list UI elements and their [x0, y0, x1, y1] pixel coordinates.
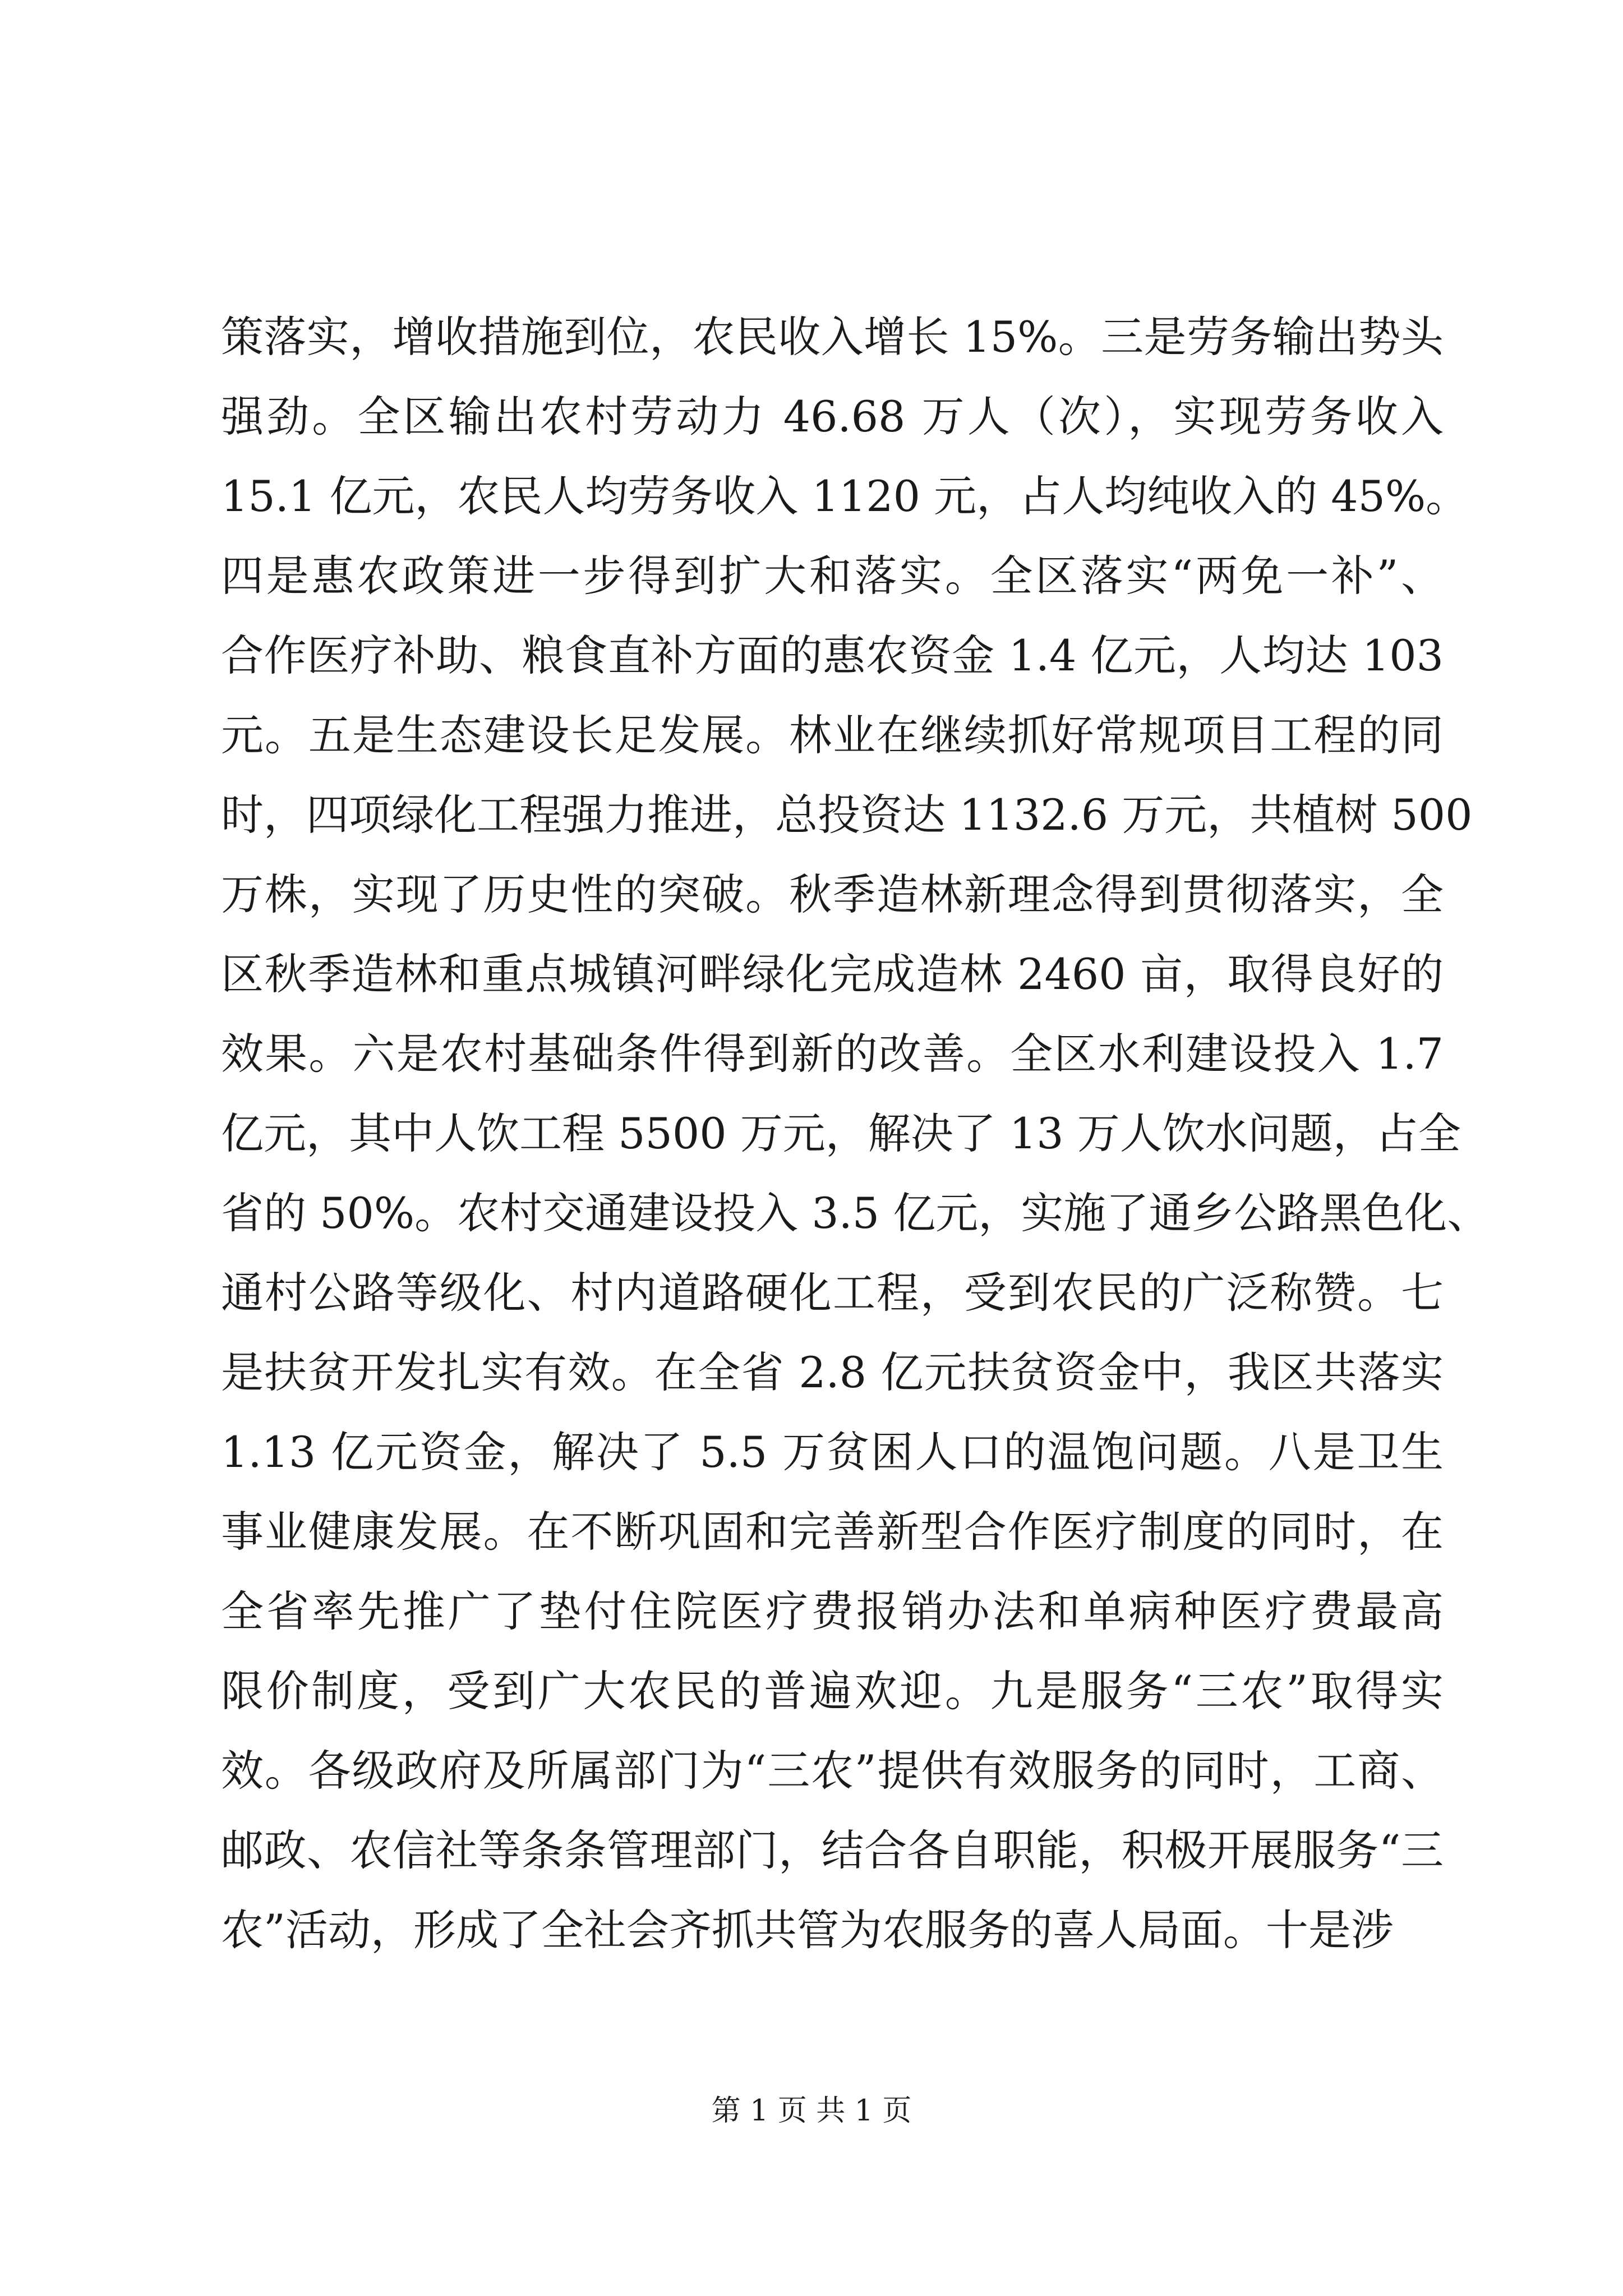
text-line: 策落实，增收措施到位，农民收入增长 15%。三是劳务输出势头: [221, 312, 1444, 362]
text-line: 时，四项绿化工程强力推进，总投资达 1132.6 万元，共植树 500: [221, 790, 1473, 840]
text-line: 通村公路等级化、村内道路硬化工程，受到农民的广泛称赞。七: [221, 1268, 1444, 1318]
page-number-footer: 第 1 页 共 1 页: [711, 2094, 912, 2128]
text-line: 省的 50%。农村交通建设投入 3.5 亿元，实施了通乡公路黑色化、: [221, 1188, 1490, 1238]
text-line: 15.1 亿元，农民人均劳务收入 1120 元，占人均纯收入的 45%。: [221, 471, 1469, 521]
text-line: 邮政、农信社等条条管理部门，结合各自职能，积极开展服务“三: [221, 1825, 1444, 1875]
text-line: 四是惠农政策进一步得到扩大和落实。全区落实“两免一补”、: [221, 551, 1444, 601]
text-line: 强劲。全区输出农村劳动力 46.68 万人（次），实现劳务收入: [221, 392, 1444, 441]
text-line: 事业健康发展。在不断巩固和完善新型合作医疗制度的同时，在: [221, 1507, 1444, 1557]
text-line: 万株，实现了历史性的突破。秋季造林新理念得到贯彻落实，全: [221, 869, 1444, 919]
text-line: 亿元，其中人饮工程 5500 万元，解决了 13 万人饮水问题，占全: [221, 1108, 1461, 1158]
text-line: 全省率先推广了垫付住院医疗费报销办法和单病种医疗费最高: [221, 1586, 1444, 1636]
text-line: 是扶贫开发扎实有效。在全省 2.8 亿元扶贫资金中，我区共落实: [221, 1347, 1444, 1397]
text-line: 1.13 亿元资金，解决了 5.5 万贫困人口的温饱问题。八是卫生: [221, 1427, 1444, 1477]
text-line: 效。各级政府及所属部门为“三农”提供有效服务的同时，工商、: [221, 1746, 1444, 1796]
body-paragraph: [221, 297, 1490, 1970]
text-line: 合作医疗补助、粮食直补方面的惠农资金 1.4 亿元，人均达 103: [221, 631, 1444, 680]
text-line: 效果。六是农村基础条件得到新的改善。全区水利建设投入 1.7: [221, 1029, 1444, 1079]
text-line: 限价制度，受到广大农民的普遍欢迎。九是服务“三农”取得实: [221, 1666, 1444, 1716]
text-line: 农”活动，形成了全社会齐抓共管为农服务的喜人局面。十是涉: [221, 1905, 1394, 1955]
text-line: 区秋季造林和重点城镇河畔绿化完成造林 2460 亩，取得良好的: [221, 949, 1444, 999]
text-line: 元。五是生态建设长足发展。林业在继续抓好常规项目工程的同: [221, 710, 1444, 760]
